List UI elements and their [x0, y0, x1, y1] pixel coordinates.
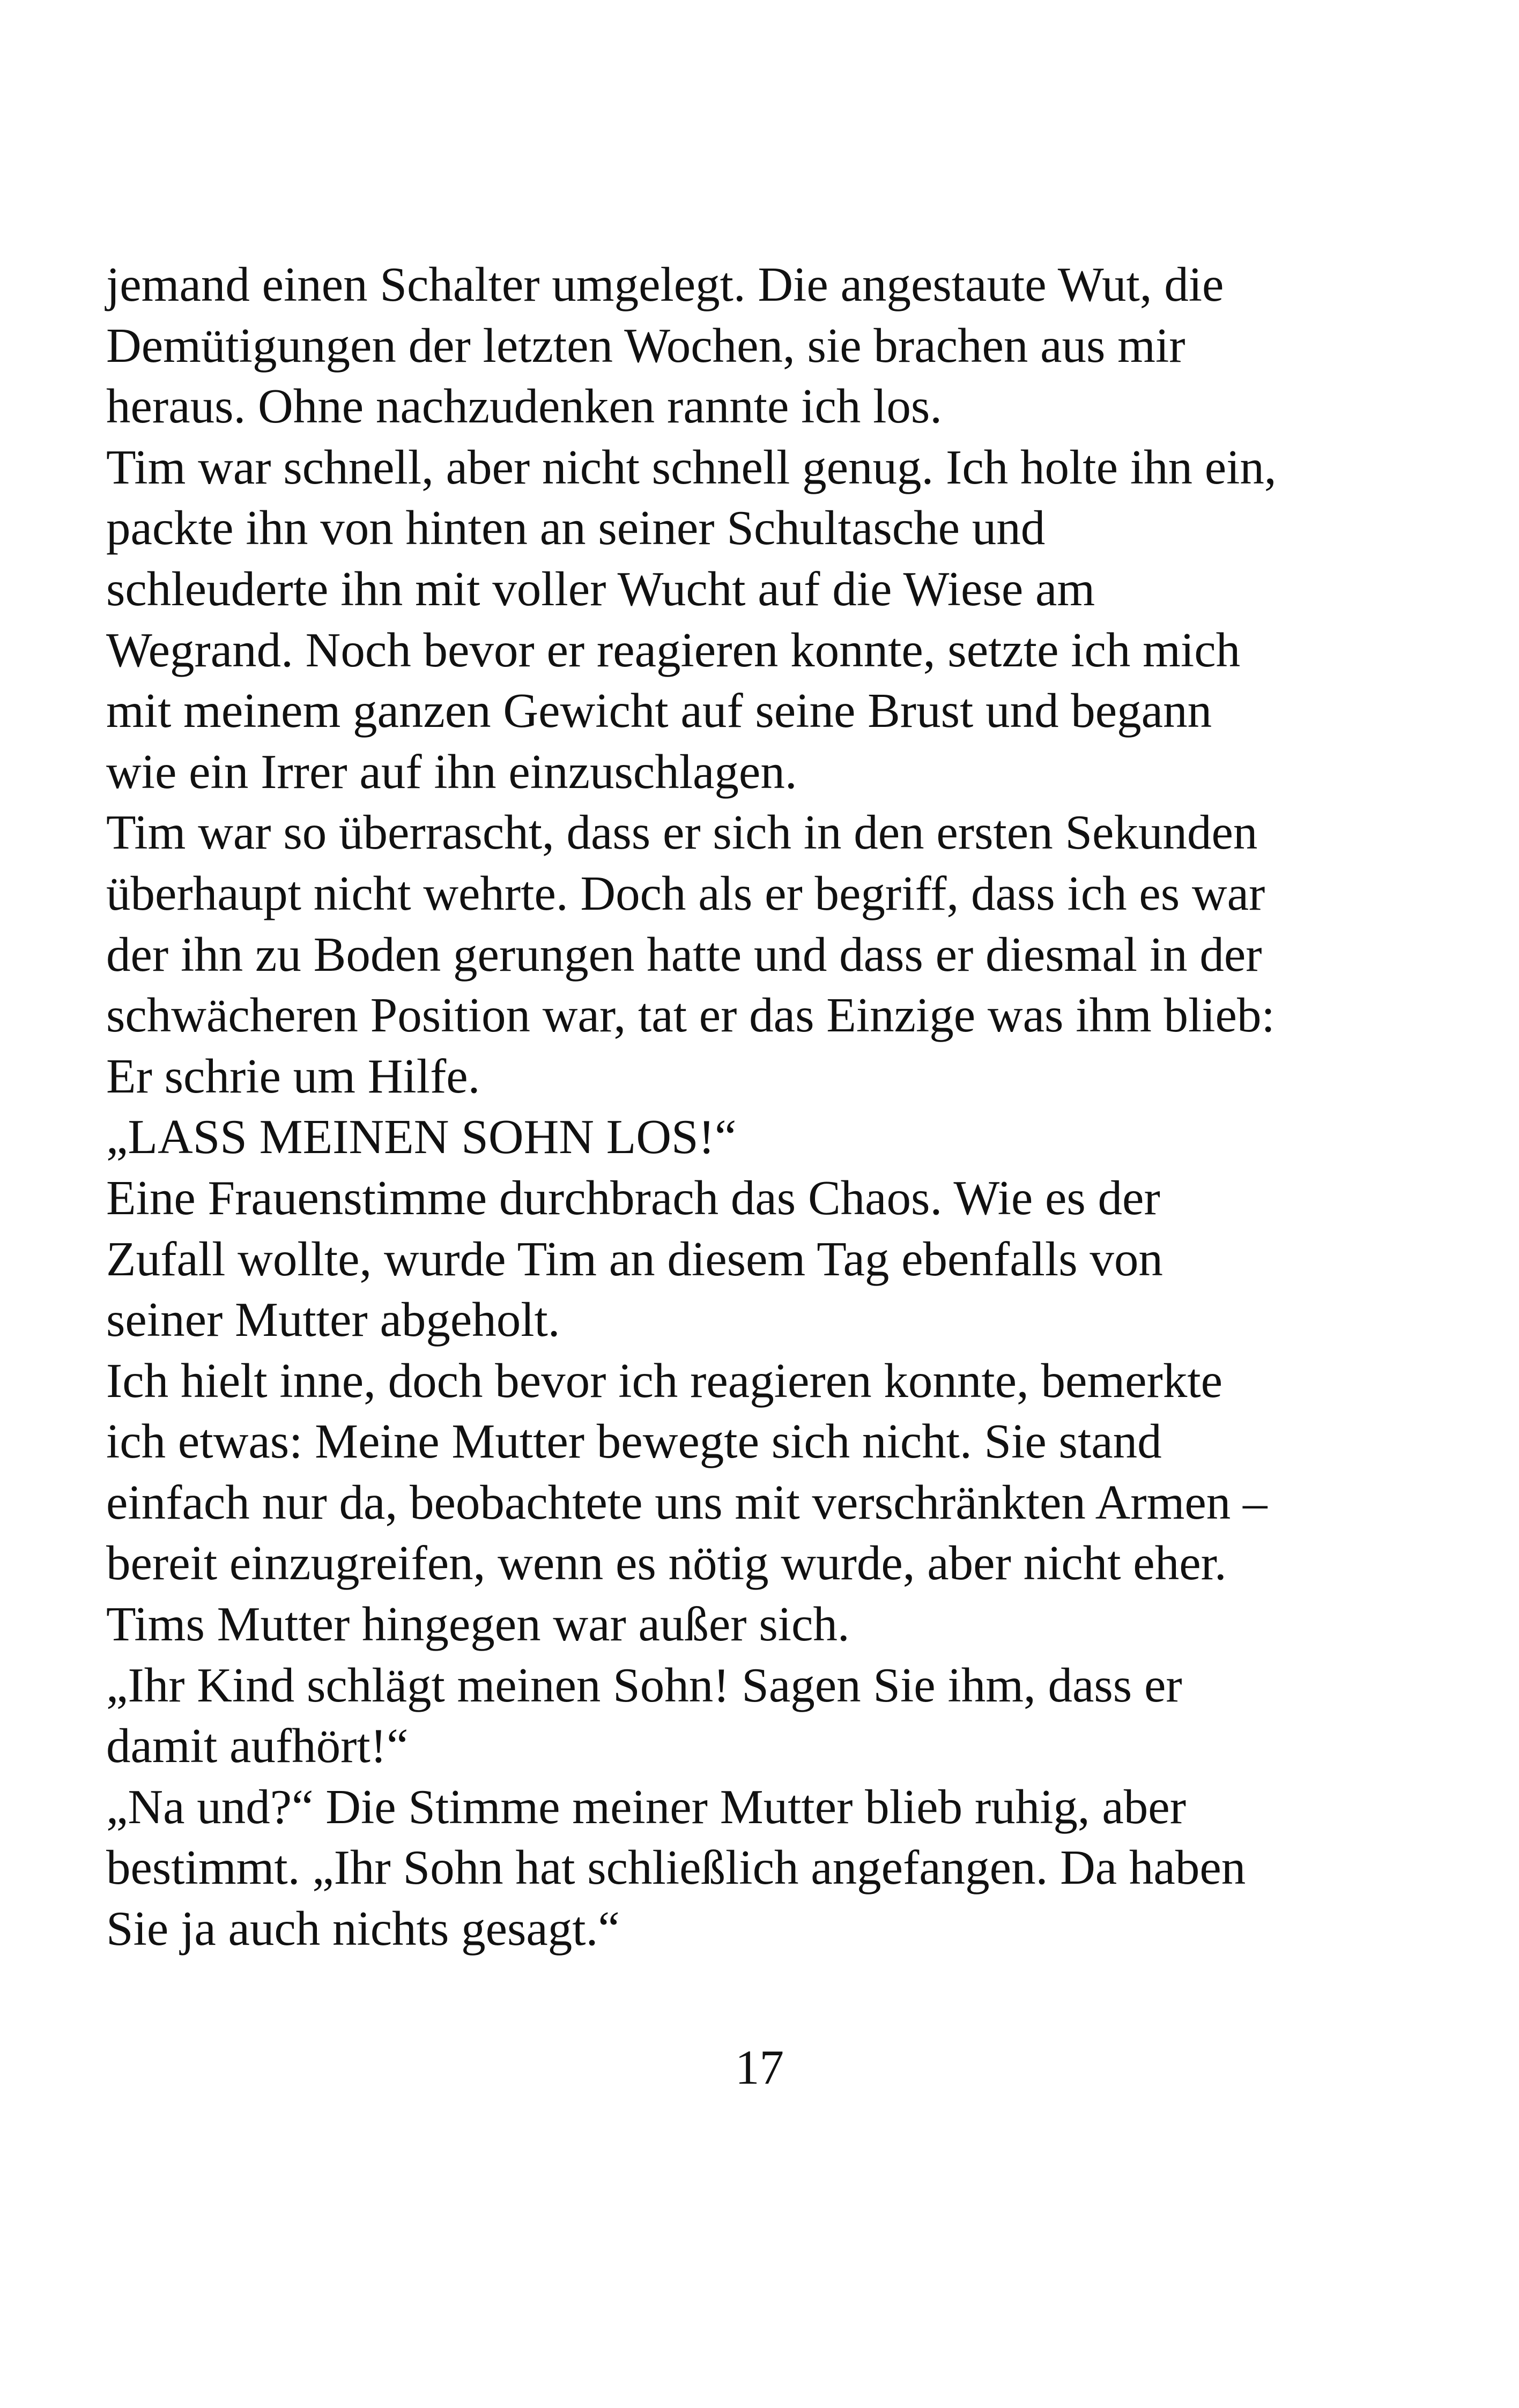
text-line: Sie ja auch nichts gesagt.“	[106, 1901, 620, 1956]
text-line: mit meinem ganzen Gewicht auf seine Brust und begann	[106, 683, 1212, 738]
text-line: Eine Frauenstimme durchbrach das Chaos. Wie es der	[106, 1170, 1160, 1225]
text-line: bereit einzugreifen, wenn es nötig wurde, aber nicht eher.	[106, 1536, 1227, 1591]
text-line: heraus. Ohne nachzudenken rannte ich los.	[106, 379, 943, 434]
text-line: ich etwas: Meine Mutter bewegte sich nicht. Sie stand	[106, 1414, 1162, 1469]
text-line: „Na und?“ Die Stimme meiner Mutter blieb ruhig, aber	[106, 1779, 1186, 1834]
text-line: Tims Mutter hingegen war außer sich.	[106, 1597, 850, 1652]
text-line: wie ein Irrer auf ihn einzuschlagen.	[106, 744, 797, 799]
page-number: 17	[735, 2040, 784, 2094]
text-line: schleuderte ihn mit voller Wucht auf die Wiese am	[106, 561, 1095, 616]
text-line: überhaupt nicht wehrte. Doch als er begriff, dass ich es war	[106, 866, 1265, 920]
text-line: „Ihr Kind schlägt meinen Sohn! Sagen Sie ihm, dass er	[106, 1658, 1182, 1712]
text-line: Zufall wollte, wurde Tim an diesem Tag ebenfalls von	[106, 1231, 1163, 1286]
body-text	[106, 254, 1425, 1959]
text-line: der ihn zu Boden gerungen hatte und dass er diesmal in der	[106, 927, 1262, 982]
text-line: Tim war schnell, aber nicht schnell genug. Ich holte ihn ein,	[106, 440, 1277, 494]
text-line: packte ihn von hinten an seiner Schultasche und	[106, 501, 1046, 555]
text-line: damit aufhört!“	[106, 1719, 409, 1773]
text-line: Demütigungen der letzten Wochen, sie brachen aus mir	[106, 318, 1185, 373]
text-line: jemand einen Schalter umgelegt. Die angestaute Wut, die	[106, 257, 1224, 311]
text-line: seiner Mutter abgeholt.	[106, 1292, 560, 1347]
text-line: „LASS MEINEN SOHN LOS!“	[106, 1110, 737, 1164]
text-line: einfach nur da, beobachtete uns mit verschränkten Armen –	[106, 1475, 1268, 1529]
text-line: Er schrie um Hilfe.	[106, 1049, 480, 1103]
text-line: Ich hielt inne, doch bevor ich reagieren konnte, bemerkte	[106, 1353, 1223, 1408]
text-line: Tim war so überrascht, dass er sich in den ersten Sekunden	[106, 805, 1258, 860]
text-line: bestimmt. „Ihr Sohn hat schließlich angefangen. Da haben	[106, 1840, 1246, 1895]
text-line: Wegrand. Noch bevor er reagieren konnte, setzte ich mich	[106, 622, 1241, 677]
text-line: schwächeren Position war, tat er das Einzige was ihm blieb:	[106, 988, 1275, 1043]
